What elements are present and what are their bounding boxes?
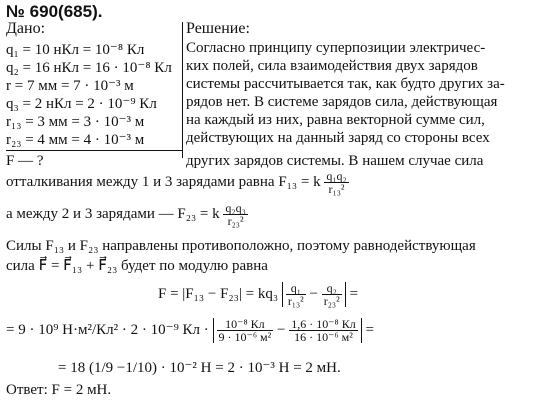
fraction-numerator: q₂: [322, 282, 342, 295]
equation-result: = 18 (1/9 −1/10) · 10⁻² Н = 2 · 10⁻³ Н = 2 мН.: [58, 360, 341, 376]
given-line: r₂₃ = 4 мм = 4 · 10⁻³ м: [6, 132, 145, 148]
solution-line: ких полей, сила взаимодействия двух зарядов: [186, 58, 478, 74]
fraction-denominator: r₁₃²: [287, 294, 304, 308]
answer-line: Ответ: F = 2 мН.: [6, 382, 112, 398]
given-line: q₂ = 16 нКл = 16 · 10⁻⁸ Кл: [6, 60, 172, 76]
formula-f23-text: а между 2 и 3 зарядами — F₂₃ = k: [6, 205, 220, 222]
equals-sign: =: [349, 285, 358, 302]
solution-line: Согласно принципу суперпозиции электричес-: [186, 40, 486, 56]
abs-value-bracket: [213, 318, 362, 343]
fraction-numerator: q₁q₂: [326, 169, 347, 183]
fraction-f23: [223, 202, 247, 227]
fraction-numeric-1: [217, 318, 274, 343]
fraction-q1-r13: [286, 282, 306, 307]
fraction-numerator: 10⁻⁸ Кл: [217, 318, 274, 331]
problem-number: № 690(685).: [6, 2, 103, 21]
fraction-denominator: r₂₃²: [323, 294, 340, 308]
fraction-denominator: 9 · 10⁻⁶ м²: [218, 330, 272, 344]
given-line: q₃ = 2 нКл = 2 · 10⁻⁹ Кл: [6, 96, 157, 112]
equation-modulus: [158, 282, 358, 307]
formula-f13: [6, 170, 349, 195]
fraction-q2-r23: [322, 282, 342, 307]
solution-line: на каждый из них, равна векторной сумме сил,: [186, 112, 485, 128]
solution-line: других зарядов системы. В нашем случае сила: [186, 153, 484, 169]
abs-value-bracket: [282, 282, 346, 307]
fraction-numeric-2: [289, 318, 358, 343]
minus-sign: −: [309, 285, 318, 302]
fraction-denominator: r₂₃²: [227, 214, 244, 228]
solution-line: действующих на данный заряд со стороны всех: [186, 130, 490, 146]
equation-left: = 9 · 10⁹ Н·м²/Кл² · 2 · 10⁻⁹ Кл ·: [6, 321, 209, 338]
equals-sign: =: [365, 321, 374, 338]
given-divider-horizontal: [6, 150, 182, 151]
minus-sign: −: [277, 321, 286, 338]
fraction-denominator: 16 · 10⁻⁶ м²: [294, 330, 353, 344]
formula-f23: [6, 202, 248, 227]
fraction-f13: [324, 170, 348, 195]
given-line: r₁₃ = 3 мм = 3 · 10⁻³ м: [6, 114, 145, 130]
given-heading: Дано:: [6, 20, 46, 37]
fraction-numerator: 1,6 · 10⁻⁸ Кл: [291, 317, 356, 331]
find-line: F — ?: [6, 153, 44, 169]
solution-heading: Решение:: [186, 20, 250, 37]
formula-f13-text: отталкивания между 1 и 3 зарядами равна F₁₃ = k: [6, 173, 321, 190]
solution-line: системы рассчитывается так, как будто других за-: [186, 76, 505, 92]
solution-line: рядов нет. В системе зарядов сила, действующая: [186, 94, 498, 110]
equation-numeric: [6, 318, 374, 343]
fraction-denominator: r₁₃²: [328, 182, 345, 196]
given-line: q₁ = 10 нКл = 10⁻⁸ Кл: [6, 42, 145, 58]
fraction-numerator: q₁: [286, 282, 306, 295]
solution-line: Силы F₁₃ и F₂₃ направлены противоположно, поэтому равнодействующая: [6, 238, 476, 254]
fraction-numerator: q₂q₃: [225, 201, 246, 215]
equation-left: F = |F₁₃ − F₂₃| = kq₃: [158, 285, 279, 302]
given-divider-vertical: [182, 22, 183, 158]
given-line: r = 7 мм = 7 · 10⁻³ м: [6, 78, 134, 94]
solution-line: сила F⃗ = F⃗₁₃ + F⃗₂₃ будет по модулю равна: [6, 258, 268, 274]
